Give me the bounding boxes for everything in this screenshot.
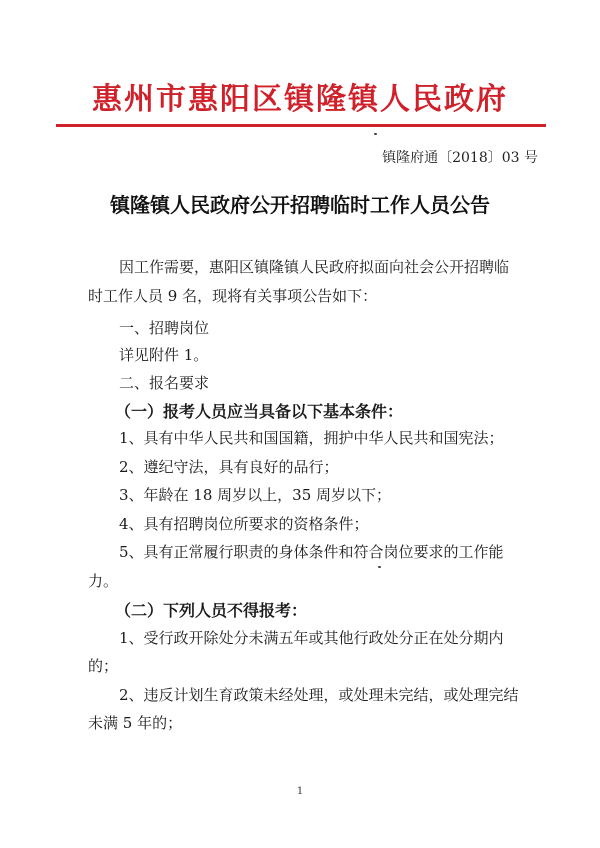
condition-4: 4、具有招聘岗位所要求的资格条件； — [119, 515, 369, 533]
exclusion-1-line-2: 的； — [88, 657, 119, 675]
condition-5-line-2: 力。 — [88, 572, 119, 590]
condition-3: 3、年龄在 18 周岁以上，35 周岁以下； — [119, 486, 392, 504]
exclusion-2-line-1: 2、违反计划生育政策未经处理，或处理未完结，或处理完结 — [119, 686, 519, 704]
subsection-1-heading: （一）报考人员应当具备以下基本条件： — [115, 402, 404, 421]
scan-speck — [378, 566, 381, 568]
letterhead-red-rule — [56, 124, 546, 127]
letterhead-title: 惠州市惠阳区镇隆镇人民政府 — [92, 82, 508, 117]
intro-line-2: 时工作人员 9 名，现将有关事项公告如下： — [88, 287, 378, 305]
section-2-heading: 二、报名要求 — [119, 374, 210, 392]
section-1-heading: 一、招聘岗位 — [119, 319, 210, 337]
condition-5-line-1: 5、具有正常履行职责的身体条件和符合岗位要求的工作能 — [119, 543, 504, 561]
subsection-2-heading: （二）下列人员不得报考： — [115, 601, 308, 620]
document-title: 镇隆镇人民政府公开招聘临时工作人员公告 — [110, 193, 490, 217]
scan-speck — [374, 133, 377, 135]
condition-2: 2、遵纪守法，具有良好的品行； — [119, 458, 339, 476]
section-1-text: 详见附件 1。 — [119, 346, 209, 364]
exclusion-2-line-2: 未满 5 年的； — [88, 714, 183, 732]
exclusion-1-line-1: 1、受行政开除处分未满五年或其他行政处分正在处分期内 — [119, 629, 504, 647]
document-number: 镇隆府通〔2018〕03 号 — [382, 150, 538, 166]
page-number: 1 — [296, 786, 304, 797]
intro-line-1: 因工作需要，惠阳区镇隆镇人民政府拟面向社会公开招聘临 — [119, 258, 510, 276]
condition-1: 1、具有中华人民共和国国籍，拥护中华人民共和国宪法； — [119, 429, 504, 447]
